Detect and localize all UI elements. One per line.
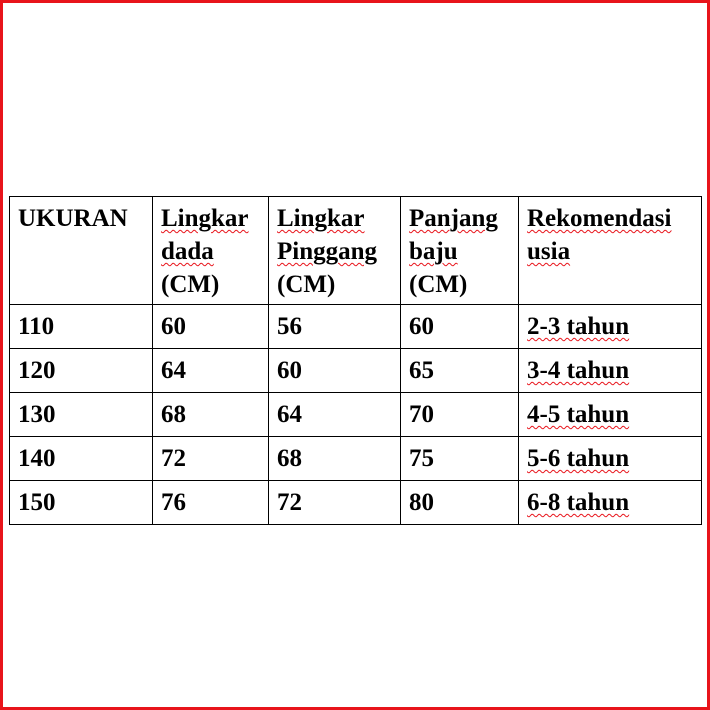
- header-text: Rekomendasi: [527, 205, 672, 232]
- cell-ukuran: 120: [10, 349, 153, 393]
- cell-lingkar-dada: 64: [153, 349, 269, 393]
- cell-panjang-baju: 75: [401, 437, 519, 481]
- header-panjang-baju: [401, 197, 519, 305]
- table-row: [10, 481, 702, 525]
- cell-lingkar-pinggang: 72: [269, 481, 401, 525]
- cell-ukuran: 140: [10, 437, 153, 481]
- usia-text: 5-6 tahun: [527, 445, 630, 472]
- header-rekomendasi-usia: [519, 197, 702, 305]
- header-text: baju: [409, 238, 458, 265]
- cell-panjang-baju: 65: [401, 349, 519, 393]
- cell-rekomendasi-usia: [519, 437, 702, 481]
- cell-ukuran: 150: [10, 481, 153, 525]
- cell-rekomendasi-usia: [519, 349, 702, 393]
- size-chart-table: [9, 196, 702, 525]
- cell-lingkar-pinggang: 64: [269, 393, 401, 437]
- usia-text: 3-4 tahun: [527, 357, 630, 384]
- cell-lingkar-dada: 68: [153, 393, 269, 437]
- header-lingkar-dada: [153, 197, 269, 305]
- cell-lingkar-dada: 72: [153, 437, 269, 481]
- usia-text: 6-8 tahun: [527, 489, 630, 516]
- header-text: Lingkar: [161, 205, 249, 232]
- cell-ukuran: 110: [10, 305, 153, 349]
- cell-rekomendasi-usia: [519, 481, 702, 525]
- header-row: [10, 197, 702, 305]
- header-text: Panjang: [409, 205, 498, 232]
- cell-panjang-baju: 70: [401, 393, 519, 437]
- cell-panjang-baju: 60: [401, 305, 519, 349]
- cell-lingkar-dada: 60: [153, 305, 269, 349]
- table-row: [10, 349, 702, 393]
- header-text: usia: [527, 238, 571, 265]
- cell-lingkar-pinggang: 60: [269, 349, 401, 393]
- table-row: [10, 437, 702, 481]
- header-lingkar-pinggang: [269, 197, 401, 305]
- cell-panjang-baju: 80: [401, 481, 519, 525]
- cell-rekomendasi-usia: [519, 393, 702, 437]
- table-row: [10, 393, 702, 437]
- cell-ukuran: 130: [10, 393, 153, 437]
- header-text: Pinggang: [277, 238, 378, 265]
- header-text: Lingkar: [277, 205, 365, 232]
- cell-rekomendasi-usia: [519, 305, 702, 349]
- header-text: UKURAN: [18, 205, 128, 232]
- usia-text: 4-5 tahun: [527, 401, 630, 428]
- header-text: (CM): [409, 271, 468, 298]
- cell-lingkar-dada: 76: [153, 481, 269, 525]
- table-row: [10, 305, 702, 349]
- usia-text: 2-3 tahun: [527, 313, 630, 340]
- cell-lingkar-pinggang: 68: [269, 437, 401, 481]
- header-text: (CM): [161, 271, 220, 298]
- header-text: (CM): [277, 271, 336, 298]
- cell-lingkar-pinggang: 56: [269, 305, 401, 349]
- header-text: dada: [161, 238, 214, 265]
- header-ukuran: [10, 197, 153, 305]
